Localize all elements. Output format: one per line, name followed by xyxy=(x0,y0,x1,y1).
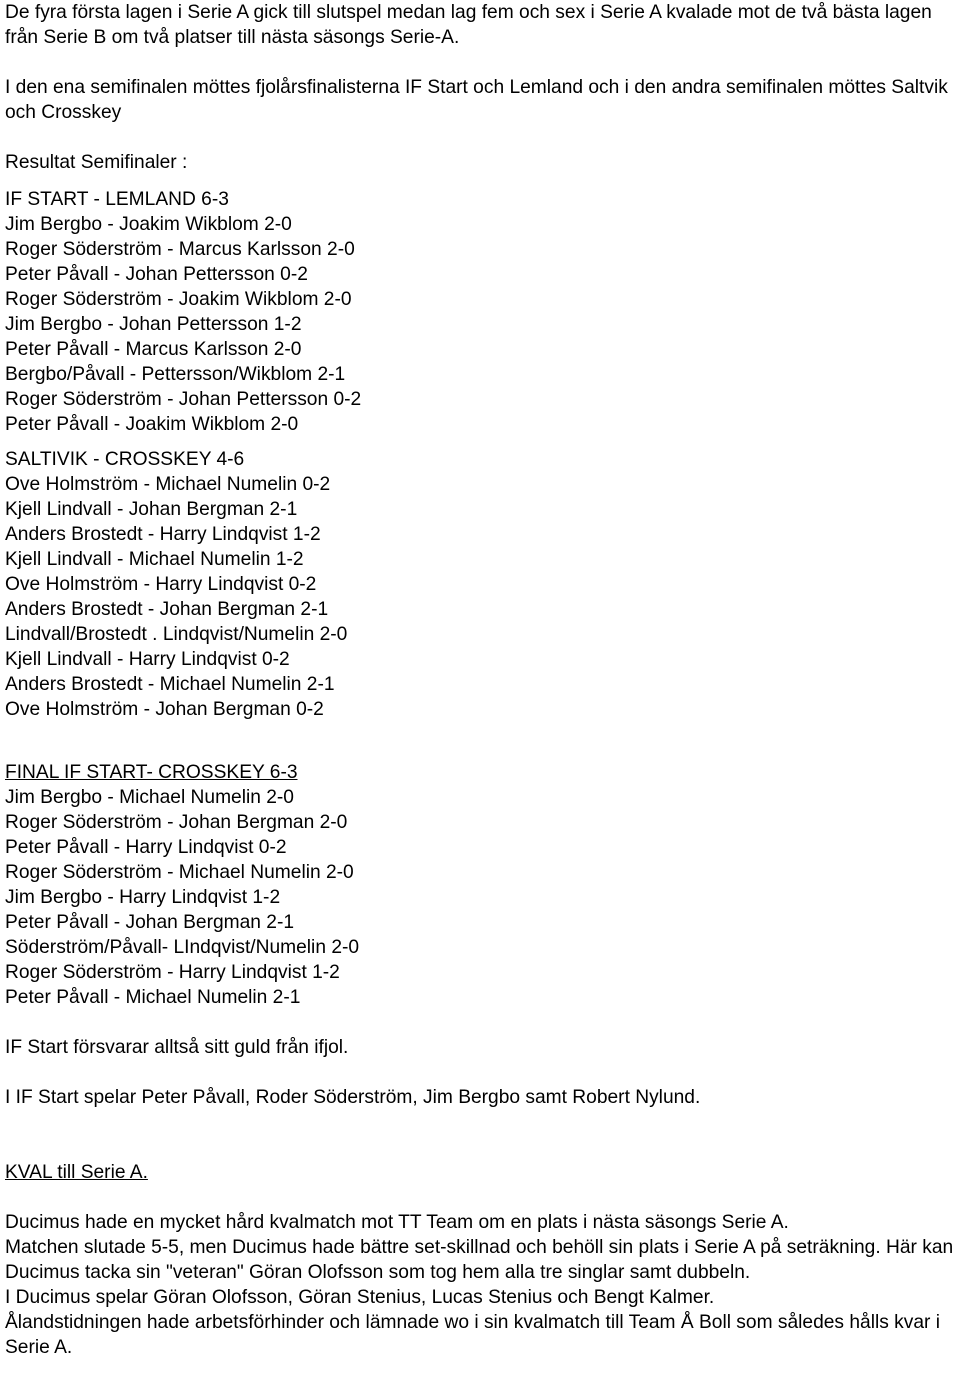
match-line: Kjell Lindvall - Harry Lindqvist 0-2 xyxy=(5,649,290,670)
match-line: Anders Brostedt - Harry Lindqvist 1-2 xyxy=(5,524,321,545)
match-line: Söderström/Påvall- LIndqvist/Numelin 2-0 xyxy=(5,937,360,958)
match-line: Ove Holmström - Michael Numelin 0-2 xyxy=(5,474,331,495)
match-line: Roger Söderström - Joakim Wikblom 2-0 xyxy=(5,289,352,310)
semifinal-1-heading: IF START - LEMLAND 6-3 xyxy=(5,189,229,210)
match-line: Peter Påvall - Harry Lindqvist 0-2 xyxy=(5,837,287,858)
match-line: Kjell Lindvall - Johan Bergman 2-1 xyxy=(5,499,298,520)
kval-paragraph-3: I Ducimus spelar Göran Olofsson, Göran Stenius, Lucas Stenius och Bengt Kalmer. xyxy=(5,1287,715,1308)
semifinal-2 xyxy=(5,447,957,722)
match-line: Roger Söderström - Michael Numelin 2-0 xyxy=(5,862,354,883)
match-line: Ove Holmström - Johan Bergman 0-2 xyxy=(5,699,324,720)
match-line: Peter Påvall - Marcus Karlsson 2-0 xyxy=(5,339,302,360)
match-line: Anders Brostedt - Johan Bergman 2-1 xyxy=(5,599,329,620)
match-line: Roger Söderström - Johan Bergman 2-0 xyxy=(5,812,348,833)
match-line: Jim Bergbo - Joakim Wikblom 2-0 xyxy=(5,214,292,235)
semifinal-2-heading: SALTIVIK - CROSSKEY 4-6 xyxy=(5,449,245,470)
intro-paragraph-1: De fyra första lagen i Serie A gick till slutspel medan lag fem och sex i Serie A kvalade mot de två bästa lagen från Serie B om två platser till nästa säsongs Serie-A. xyxy=(5,2,932,48)
match-line: Lindvall/Brostedt . Lindqvist/Numelin 2-0 xyxy=(5,624,348,645)
match-line: Ove Holmström - Harry Lindqvist 0-2 xyxy=(5,574,317,595)
kval-heading: KVAL till Serie A. xyxy=(5,1162,148,1183)
kval-paragraph-1: Ducimus hade en mycket hård kvalmatch mot TT Team om en plats i nästa säsongs Serie A. xyxy=(5,1212,789,1233)
match-line: Jim Bergbo - Johan Pettersson 1-2 xyxy=(5,314,302,335)
final xyxy=(5,760,957,1010)
kval-paragraph-2: Matchen slutade 5-5, men Ducimus hade bättre set-skillnad och behöll sin plats i Serie A på seträkning. Här kan Ducimus tacka sin "veteran" Göran Olofsson som tog hem alla tre singlar samt dubbeln. xyxy=(5,1237,954,1283)
match-line: Roger Söderström - Johan Pettersson 0-2 xyxy=(5,389,362,410)
match-line: Peter Påvall - Johan Bergman 2-1 xyxy=(5,912,295,933)
match-line: Jim Bergbo - Harry Lindqvist 1-2 xyxy=(5,887,281,908)
final-heading: FINAL IF START- CROSSKEY 6-3 xyxy=(5,762,298,783)
intro-paragraph-2: I den ena semifinalen möttes fjolårsfinalisterna IF Start och Lemland och i den andra semifinalen möttes Saltvik och Crosskey xyxy=(5,77,948,123)
match-line: Roger Söderström - Harry Lindqvist 1-2 xyxy=(5,962,340,983)
kval-section xyxy=(5,1160,957,1360)
match-line: Anders Brostedt - Michael Numelin 2-1 xyxy=(5,674,335,695)
defends-title-text: IF Start försvarar alltså sitt guld från ifjol. xyxy=(5,1037,349,1058)
match-line: Jim Bergbo - Michael Numelin 2-0 xyxy=(5,787,294,808)
kval-paragraph-4: Ålandstidningen hade arbetsförhinder och lämnade wo i sin kvalmatch till Team Å Boll som således hålls kvar i Serie A. xyxy=(5,1312,940,1358)
match-line: Roger Söderström - Marcus Karlsson 2-0 xyxy=(5,239,355,260)
match-line: Bergbo/Påvall - Pettersson/Wikblom 2-1 xyxy=(5,364,346,385)
match-line: Peter Påvall - Joakim Wikblom 2-0 xyxy=(5,414,299,435)
semifinal-1 xyxy=(5,187,957,437)
if-start-players-text: I IF Start spelar Peter Påvall, Roder Söderström, Jim Bergbo samt Robert Nylund. xyxy=(5,1087,701,1108)
match-line: Peter Påvall - Johan Pettersson 0-2 xyxy=(5,264,308,285)
results-heading: Resultat Semifinaler : xyxy=(5,152,188,173)
match-line: Kjell Lindvall - Michael Numelin 1-2 xyxy=(5,549,304,570)
match-line: Peter Påvall - Michael Numelin 2-1 xyxy=(5,987,301,1008)
document-body xyxy=(5,0,957,1360)
